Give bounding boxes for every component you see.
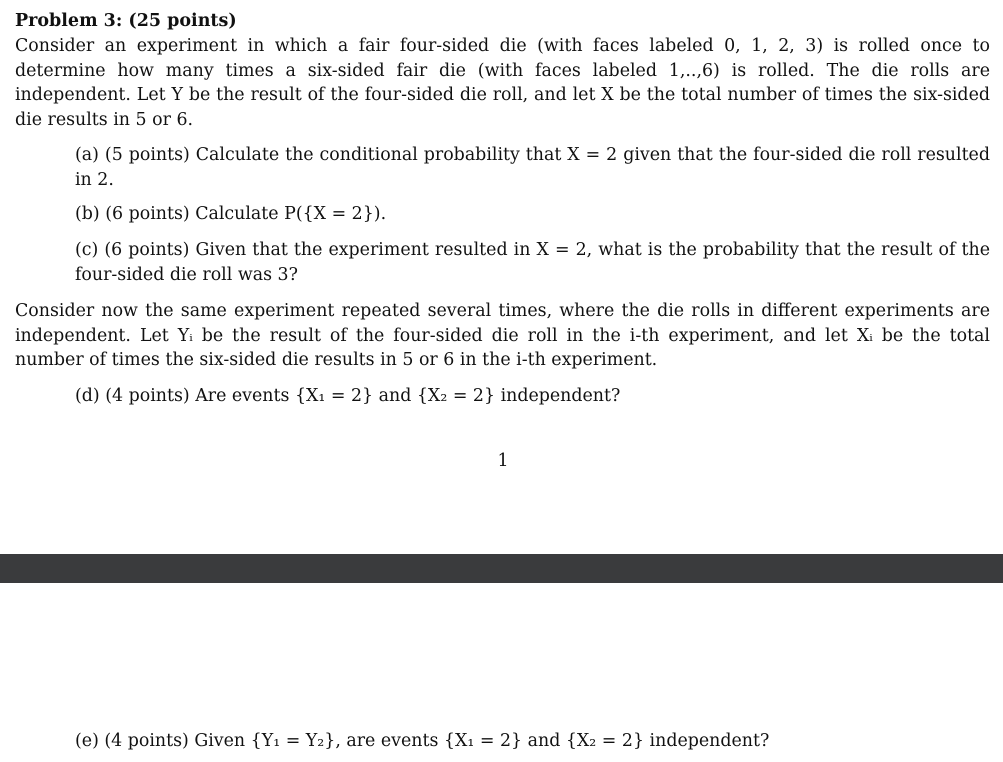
page-separator	[0, 554, 1003, 583]
part-a: (a) (5 points) Calculate the conditional probability that X = 2 given that the four-sided die roll resulted in 2.	[75, 145, 990, 190]
part-c: (c) (6 points) Given that the experiment resulted in X = 2, what is the probability that the result of the four-sided die roll was 3?	[75, 240, 990, 285]
part-b: (b) (6 points) Calculate P({X = 2}).	[75, 204, 387, 224]
problem-introduction: Consider an experiment in which a fair four-sided die (with faces labeled 0, 1, 2, 3) is rolled once to determine how many times a six-sided fair die (with faces labeled 1,..,6) is rolled. The die rolls are independent. Let Y be the result of the four-sided die roll, and let X be the total number of times the six-sided die results in 5 or 6.	[15, 36, 990, 130]
page-number: 1	[497, 451, 509, 471]
part-d: (d) (4 points) Are events {X₁ = 2} and {X₂ = 2} independent?	[75, 386, 621, 406]
repeated-experiment-introduction: Consider now the same experiment repeated several times, where the die rolls in different experiments are independent. Let Yᵢ be the result of the four-sided die roll in the i-th experiment, and let Xᵢ be the total number of times the six-sided die results in 5 or 6 in the i-th experiment.	[15, 301, 990, 370]
problem-title: Problem 3: (25 points)	[15, 11, 237, 31]
part-e: (e) (4 points) Given {Y₁ = Y₂}, are events {X₁ = 2} and {X₂ = 2} independent?	[75, 731, 770, 751]
